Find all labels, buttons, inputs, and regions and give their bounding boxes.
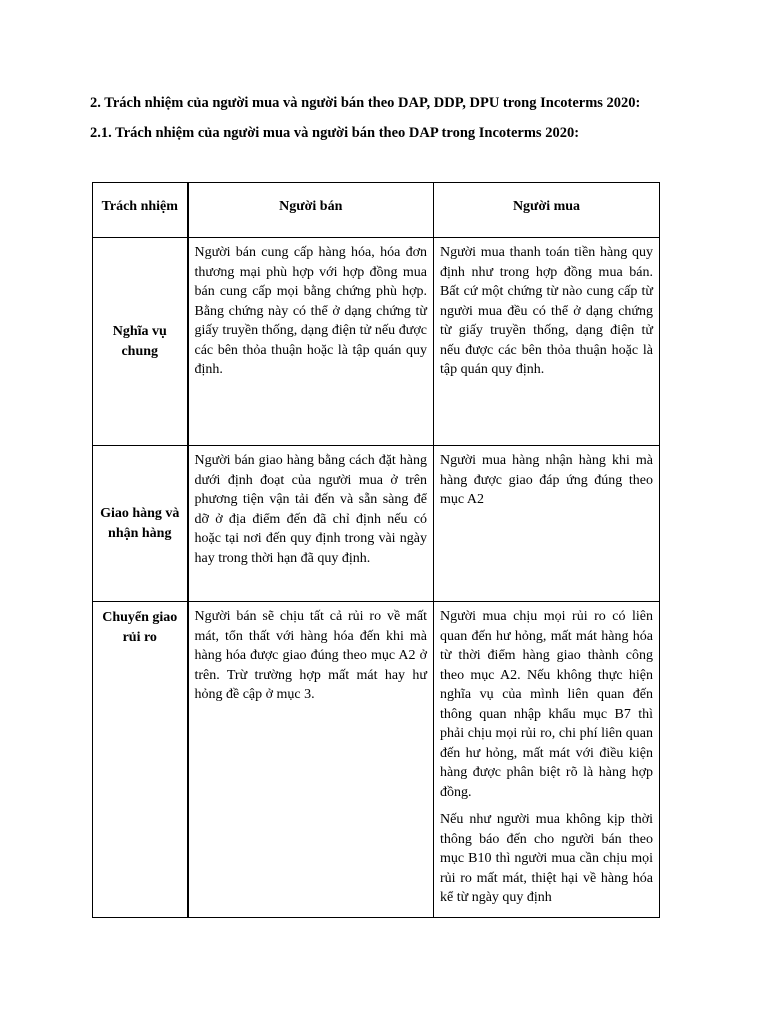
buyer-paragraph: Người mua hàng nhận hàng khi mà hàng được giao đáp ứng đúng theo mục A2 (440, 453, 653, 507)
table-row (93, 238, 660, 446)
seller-cell (188, 446, 434, 602)
header-cell-buyer: Người mua (434, 183, 660, 238)
seller-paragraph: Người bán giao hàng bằng cách đặt hàng dưới định đoạt của người mua ở trên phương tiện vận tải đến và sẵn sàng để dỡ ở địa điểm đến đã chỉ định nếu có hoặc tại nơi đến quy định trong vài ngày hay trong thời hạn đã quy định. (194, 453, 427, 566)
row-label-risk-transfer: Chuyển giao rủi ro (93, 602, 188, 918)
header-cell-seller: Người bán (188, 183, 434, 238)
table-row (93, 446, 660, 602)
table-row (93, 602, 660, 918)
seller-cell (188, 238, 434, 446)
row-label-general-obligations: Nghĩa vụ chung (93, 238, 188, 446)
header-cell-responsibility: Trách nhiệm (93, 183, 188, 238)
buyer-cell (434, 446, 660, 602)
buyer-paragraph: Người mua chịu mọi rủi ro có liên quan đến hư hỏng, mất mát hàng hóa từ thời điểm hàng giao thành công theo mục A2. Nếu không thực hiện nghĩa vụ của mình liên quan đến thông quan nhập khẩu mục B7 thì phải chịu mọi rủi ro, chi phí liên quan đến hư hỏng, mất mát với điều kiện hàng được phân biệt rõ là hàng hợp đồng. (440, 609, 653, 800)
seller-paragraph: Người bán sẽ chịu tất cả rủi ro về mất mát, tổn thất với hàng hóa đến khi mà hàng hóa được giao đúng theo mục A2 ở trên. Trừ trường hợp mất mát hay hư hỏng đề cập ở mục 3. (194, 609, 427, 702)
buyer-cell (434, 602, 660, 918)
buyer-cell (434, 238, 660, 446)
row-label-delivery: Giao hàng và nhận hàng (93, 446, 188, 602)
buyer-paragraph: Nếu như người mua không kịp thời thông báo đến cho người bán theo mục B10 thì người mua cần chịu mọi rủi ro mất mát, thiệt hại về hàng hóa kể từ ngày quy định (440, 812, 653, 905)
responsibility-table (92, 182, 660, 918)
seller-cell (188, 602, 434, 918)
buyer-paragraph: Người mua thanh toán tiền hàng quy định như trong hợp đồng mua bán. Bất cứ một chứng từ nào cung cấp từ người mua đều có thể ở dạng chứng từ giấy truyền thống, dạng điện tử nếu được các bên thỏa thuận hoặc là tập quán quy định. (440, 245, 653, 377)
section-heading: 2. Trách nhiệm của người mua và người bán theo DAP, DDP, DPU trong Incoterms 2020: (90, 95, 641, 111)
table-header-row (93, 183, 660, 238)
seller-paragraph: Người bán cung cấp hàng hóa, hóa đơn thương mại phù hợp với hợp đồng mua bán cung cấp mọi bằng chứng phù hợp. Bằng chứng này có thể ở dạng chứng từ giấy truyền thống, dạng điện tử nếu được các bên thỏa thuận hoặc là tập quán quy định. (194, 245, 427, 377)
subsection-heading: 2.1. Trách nhiệm của người mua và người bán theo DAP trong Incoterms 2020: (90, 125, 580, 141)
